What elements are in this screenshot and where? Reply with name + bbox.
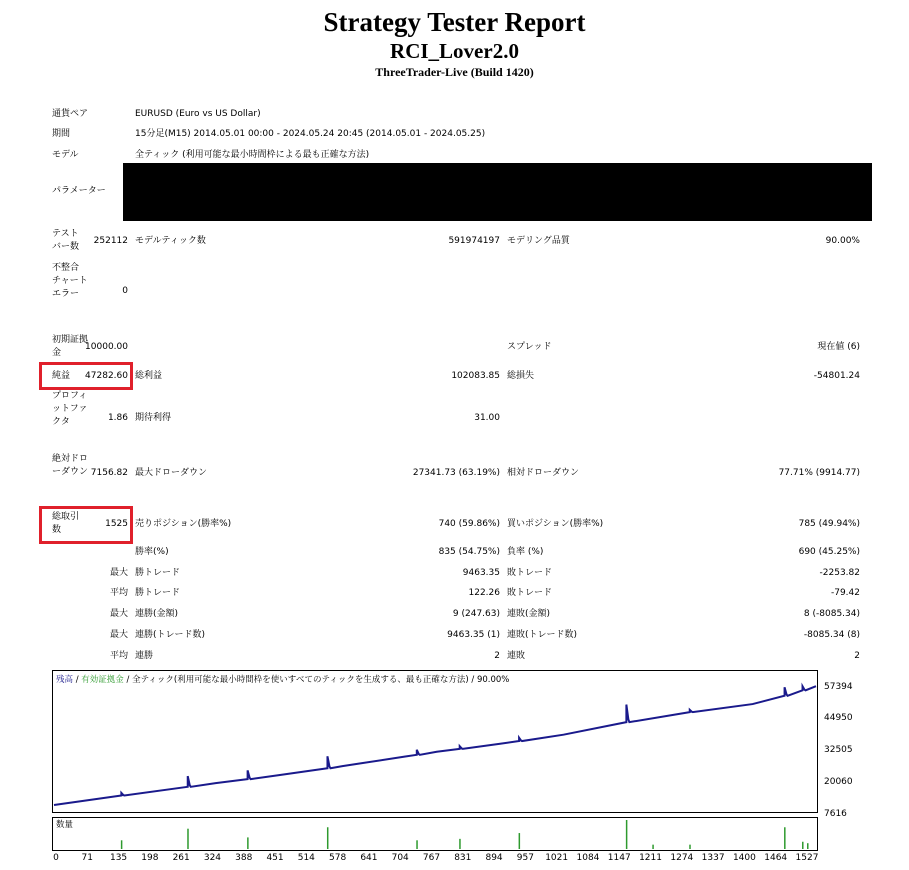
max-drawdown-value: 27341.73 (63.19%) <box>412 468 500 478</box>
x-tick-label: 198 <box>141 853 159 863</box>
spread-label: スプレッド <box>507 342 552 352</box>
y-tick-label: 32505 <box>824 745 853 755</box>
model-value: 全ティック (利用可能な最小時間枠による最も正確な方法) <box>135 150 370 160</box>
x-tick-label: 704 <box>391 853 409 863</box>
bars-value: 252112 <box>93 236 128 246</box>
relative-drawdown-value: 77.71% (9914.77) <box>778 468 860 478</box>
profit-factor-label: プロフィットファクタ <box>52 391 88 427</box>
gross-profit-value: 102083.85 <box>451 371 500 381</box>
consecutive-profit-label: 連勝(トレード数) <box>135 630 206 640</box>
x-tick-label: 894 <box>485 853 503 863</box>
avg-consecutive-wins-value: 2 <box>494 651 500 661</box>
x-tick-label: 135 <box>109 853 128 863</box>
consecutive-losses-value: 8 (-8085.34) <box>803 609 860 619</box>
short-positions-value: 740 (59.86%) <box>438 519 500 529</box>
model-label: モデル <box>52 150 79 160</box>
x-tick-label: 831 <box>454 853 472 863</box>
symbol-value: EURUSD (Euro vs US Dollar) <box>135 109 261 119</box>
avg-consecutive-wins-label: 連勝 <box>135 651 154 661</box>
avg-consecutive-losses-value: 2 <box>854 651 860 661</box>
deposit-label: 初期証拠金 <box>52 335 89 358</box>
x-tick-label: 957 <box>516 853 534 863</box>
short-positions-label: 売りポジション(勝率%) <box>135 519 232 529</box>
x-tick-label: 1274 <box>670 853 694 863</box>
avg-prefix-2: 平均 <box>109 651 128 661</box>
consecutive-wins-value: 9 (247.63) <box>452 609 500 619</box>
loss-rate-value: 690 (45.25%) <box>798 547 860 557</box>
x-tick-label: 261 <box>172 853 190 863</box>
win-rate-value: 835 (54.75%) <box>438 547 500 557</box>
quality-label: モデリング品質 <box>507 236 570 246</box>
bars-label: テストバー数 <box>52 229 80 252</box>
consecutive-loss-value: -8085.34 (8) <box>803 630 860 640</box>
y-tick-label: 44950 <box>824 713 853 723</box>
total-trades-value: 1525 <box>105 519 128 529</box>
x-tick-label: 0 <box>53 853 59 863</box>
consecutive-loss-label: 連敗(トレード数) <box>507 630 578 640</box>
consecutive-losses-label: 連敗(金額) <box>507 609 551 619</box>
y-tick-label: 7616 <box>824 809 847 819</box>
x-tick-label: 641 <box>360 853 378 863</box>
win-rate-label: 勝率(%) <box>135 547 169 557</box>
x-tick-label: 514 <box>297 853 315 863</box>
balance-line <box>54 686 816 805</box>
expected-payoff-value: 31.00 <box>474 413 500 423</box>
parameters-label: パラメーター <box>52 186 106 196</box>
long-positions-value: 785 (49.94%) <box>798 519 860 529</box>
report-title: Strategy Tester Report <box>323 7 586 37</box>
relative-drawdown-label: 相対ドローダウン <box>507 468 580 478</box>
volume-label: 数量 <box>56 820 74 830</box>
x-tick-label: 1400 <box>732 853 756 863</box>
max-prefix-1: 最大 <box>109 568 128 578</box>
period-value: 15分足(M15) 2014.05.01 00:00 - 2024.05.24 20:45 (2014.05.01 - 2024.05.25) <box>135 129 486 139</box>
x-tick-label: 451 <box>266 853 284 863</box>
y-tick-label: 57394 <box>824 682 853 692</box>
legend-equity: 有効証拠金 <box>81 675 124 685</box>
x-tick-label: 1021 <box>545 853 569 863</box>
max-drawdown-label: 最大ドローダウン <box>135 468 208 478</box>
x-tick-label: 1084 <box>576 853 600 863</box>
y-tick-label: 20060 <box>824 777 853 787</box>
absolute-drawdown-label: 絶対ドローダウン <box>52 454 89 477</box>
quality-value: 90.00% <box>825 236 860 246</box>
x-tick-label: 1464 <box>764 853 788 863</box>
total-trades-label: 総取引数 <box>52 512 80 535</box>
x-tick-label: 578 <box>329 853 347 863</box>
loss-rate-label: 負率 (%) <box>507 547 544 557</box>
average-loss-label: 敗トレード <box>507 588 553 598</box>
x-tick-label: 1211 <box>639 853 662 863</box>
ticks-value: 591974197 <box>448 236 500 246</box>
spread-value: 現在値 (6) <box>817 342 860 352</box>
x-tick-label: 1337 <box>701 853 725 863</box>
max-prefix-2: 最大 <box>109 609 128 619</box>
symbol-label: 通貨ペア <box>52 109 89 119</box>
legend-separator-1: / <box>73 675 82 685</box>
x-tick-label: 71 <box>81 853 93 863</box>
largest-win-value: 9463.35 <box>462 568 500 578</box>
net-profit-value: 47282.60 <box>85 371 128 381</box>
legend-model: 全ティック(利用可能な最小時間枠を使いすべてのティックを生成する、最も正確な方法) <box>132 675 469 685</box>
x-tick-label: 388 <box>235 853 253 863</box>
avg-prefix-1: 平均 <box>109 588 128 598</box>
mismatch-value: 0 <box>122 286 128 296</box>
x-tick-label: 1527 <box>795 853 819 863</box>
average-win-value: 122.26 <box>468 588 500 598</box>
largest-loss-value: -2253.82 <box>819 568 860 578</box>
gross-profit-label: 総利益 <box>135 371 163 381</box>
server-name: ThreeTrader-Live (Build 1420) <box>375 65 534 79</box>
consecutive-profit-value: 9463.35 (1) <box>447 630 500 640</box>
absolute-drawdown-value: 7156.82 <box>90 468 128 478</box>
legend-separator-2: / <box>123 675 133 685</box>
max-prefix-3: 最大 <box>109 630 128 640</box>
average-loss-value: -79.42 <box>830 588 860 598</box>
profit-factor-value: 1.86 <box>107 413 128 423</box>
period-label: 期間 <box>52 129 71 139</box>
legend-quality: / 90.00% <box>468 675 510 685</box>
largest-loss-label: 敗トレード <box>507 568 553 578</box>
gross-loss-label: 総損失 <box>507 371 535 381</box>
deposit-value: 10000.00 <box>85 342 128 352</box>
gross-loss-value: -54801.24 <box>813 371 860 381</box>
net-profit-label: 純益 <box>52 371 71 381</box>
x-tick-label: 767 <box>422 853 441 863</box>
x-tick-label: 324 <box>203 853 222 863</box>
volume-chart-frame <box>52 817 818 851</box>
mismatch-label: 不整合チャートエラー <box>52 263 88 299</box>
long-positions-label: 買いポジション(勝率%) <box>507 519 604 529</box>
average-win-label: 勝トレード <box>135 588 181 598</box>
avg-consecutive-losses-label: 連敗 <box>507 651 526 661</box>
expected-payoff-label: 期待利得 <box>135 413 172 423</box>
consecutive-wins-label: 連勝(金額) <box>135 609 179 619</box>
legend-balance: 残高 <box>56 675 74 685</box>
ticks-label: モデルティック数 <box>135 236 206 246</box>
largest-win-label: 勝トレード <box>135 568 181 578</box>
x-tick-label: 1147 <box>607 853 631 863</box>
expert-name: RCI_Lover2.0 <box>390 39 519 63</box>
